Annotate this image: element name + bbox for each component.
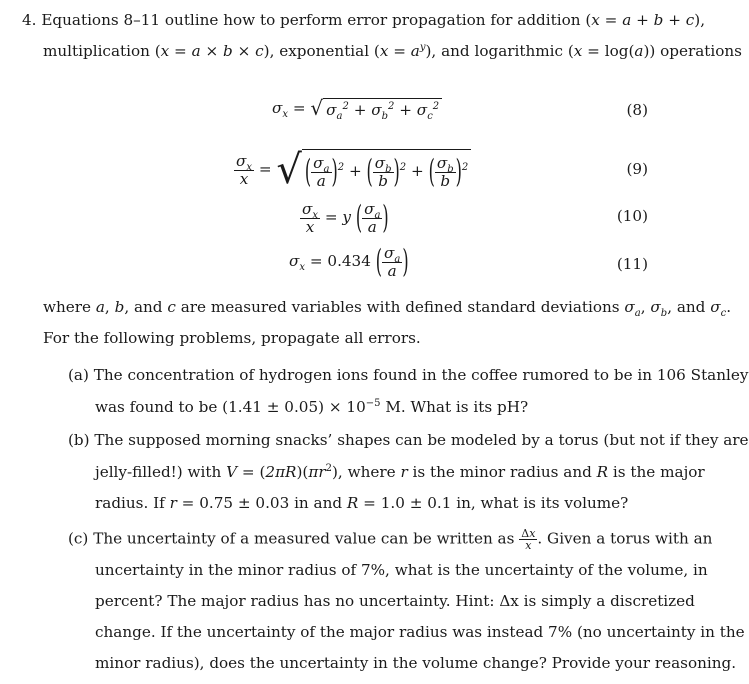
part-c-line-1: (c) The uncertainty of a measured value can be written as $\frac{\Delta x}{x}$ . Given a torus with an bbox=[68, 527, 713, 552]
equation-number-11: (11) bbox=[616, 255, 648, 273]
problem-intro-line-1 bbox=[22, 10, 705, 30]
part-c-line-5: minor radius), does the uncertainty in the volume change? Provide your reasoning. bbox=[95, 654, 737, 672]
instructions-line: For the following problems, propagate all errors. bbox=[43, 329, 421, 347]
equation-number-10: (10) bbox=[616, 207, 648, 225]
intro-text: )) operations bbox=[643, 42, 742, 60]
sqrt-symbol: √ $\sigma_a^2 + \sigma_b^2 + \sigma_c^2$ bbox=[310, 98, 442, 120]
multiplication-formula: x = a × b × c bbox=[160, 42, 264, 60]
intro-text: Equations 8–11 outline how to perform error propagation for addition ( bbox=[41, 11, 592, 29]
part-c-line-3: percent? The major radius has no uncertainty. Hint: Δx is simply a discretized bbox=[95, 592, 695, 610]
log-formula: x = log(a bbox=[573, 42, 644, 60]
equation-8: $\sigma_x$ = √ $\sigma_a^2 + \sigma_b^2 + \sigma_c^2$ bbox=[272, 98, 442, 120]
equation-number-9: (9) bbox=[626, 160, 648, 178]
part-a-line-1: (a) The concentration of hydrogen ions found in the coffee rumored to be in 106 Stanley bbox=[68, 366, 749, 384]
intro-text-end: ), bbox=[694, 11, 706, 29]
part-a-line-2: was found to be $(1.41 \pm 0.05) \times 10^{-5}$ M. What is its pH? bbox=[95, 397, 529, 416]
equation-number-8: (8) bbox=[626, 101, 648, 119]
equation-11: $\sigma_x = 0.434$ ( $\frac{\sigma_a}{a}$ ) bbox=[289, 242, 409, 280]
exponential-formula: $x = a^y$ bbox=[379, 41, 426, 60]
part-a-label: (a) bbox=[68, 366, 89, 384]
torus-volume-formula: $V = (2\pi R)(\pi r^2)$ bbox=[226, 462, 338, 481]
variables-line: where a, b, and c are measured variables with defined standard deviations $\sigma_a$, $\sigma_b$, and $\sigma_c$. bbox=[43, 298, 732, 320]
part-b-line-2: jelly-filled!) with $V = (2\pi R)(\pi r^2)$, where r is the minor radius and R is the major bbox=[95, 462, 705, 481]
part-b-line-3: radius. If r = 0.75 ± 0.03 in and R = 1.0 ± 0.1 in, what is its volume? bbox=[95, 494, 629, 512]
part-c-line-2: uncertainty in the minor radius of 7%, what is the uncertainty of the volume, in bbox=[95, 561, 708, 579]
equation-10: $\frac{\sigma_x}{x}$ = y ( $\frac{\sigma_a}{a}$ ) bbox=[302, 198, 389, 236]
part-b-label: (b) bbox=[68, 431, 90, 449]
constant-value: 0.434 bbox=[327, 252, 371, 270]
intro-text: multiplication ( bbox=[43, 42, 161, 60]
relative-uncertainty-fraction: $\frac{\Delta x}{x}$ bbox=[521, 527, 536, 552]
intro-text: ), exponential ( bbox=[263, 42, 380, 60]
addition-formula: x = a + b + c bbox=[591, 11, 695, 29]
problem-intro-line-2 bbox=[43, 41, 742, 61]
equation-9: $\frac{\sigma_x}{x}$ = √ ( $\frac{\sigma_a}{a}$ )$^2$ + ( $\frac{\sigma_b}{b}$ )$^2$ + ( $\frac{\sigma_b}{b}$ )$^2$ bbox=[234, 149, 471, 191]
problem-number: 4. bbox=[22, 11, 37, 29]
intro-text: ), and logarithmic ( bbox=[425, 42, 574, 60]
part-c-line-4: change. If the uncertainty of the major radius was instead 7% (no uncertainty in the bbox=[95, 623, 745, 641]
part-c-label: (c) bbox=[68, 529, 89, 548]
part-b-line-1: (b) The supposed morning snacks’ shapes can be modeled by a torus (but not if they are bbox=[68, 431, 749, 449]
